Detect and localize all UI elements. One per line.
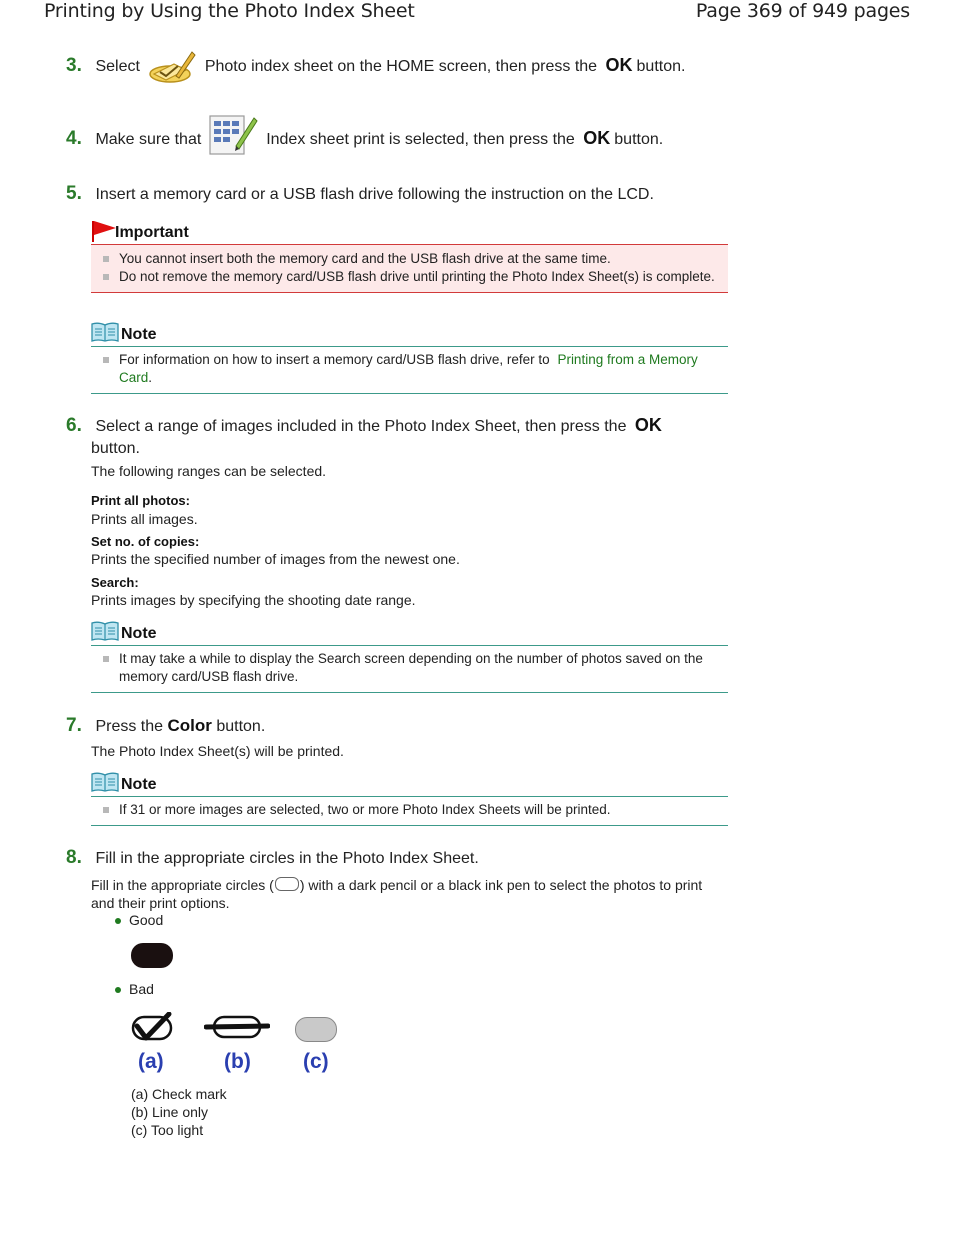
step-8-body [91,876,731,912]
important-title: Important [115,224,189,241]
bad-bullet [115,981,154,997]
important-body [91,244,728,293]
label-c: (c) [303,1050,329,1073]
step-text: button. [614,131,664,148]
note-text: . [148,370,153,385]
step-text: Make sure that [95,131,202,148]
list-item [101,351,718,387]
step-text: Fill in the appropriate circles in the Photo Index Sheet. [95,850,479,867]
bad-label: Bad [129,981,154,997]
list-item: It may take a while to display the Search screen depending on the number of photos saved on the memory card/USB flash drive. [101,650,718,686]
step-number: 4. [66,128,82,149]
note-heading [91,619,728,645]
ok-button-label: OK [605,55,633,76]
bullet-dot-icon [115,918,121,924]
ok-button-label: OK [634,415,662,435]
term-set-copies: Set no. of copies: [91,534,200,549]
ok-button-label: OK [583,128,611,148]
step-number: 3. [66,55,82,77]
term-search: Search: [91,575,139,590]
step-5 [66,183,654,205]
good-bullet [115,912,163,928]
list-item: Do not remove the memory card/USB flash drive until printing the Photo Index Sheet(s) is complete. [101,268,718,286]
bullet-dot-icon [115,987,121,993]
term-print-all: Print all photos: [91,493,190,508]
body-text: ) with a dark pencil or a black ink pen to select the photos to print [299,877,703,893]
page-indicator: Page 369 of 949 pages [695,0,910,22]
check-mark-circle-icon [131,1012,173,1042]
body-text: Fill in the appropriate circles ( [91,877,274,893]
term-desc: Prints all images. [91,511,198,527]
important-box [91,218,728,293]
note-box [91,320,728,394]
term-desc: Prints the specified number of images from the newest one. [91,551,460,567]
step-text: button. [91,440,140,457]
step-8 [66,847,479,869]
important-heading [91,218,728,244]
photo-index-sheet-icon [148,46,196,88]
step-3 [66,46,685,88]
note-text: For information on how to insert a memory card/USB flash drive, refer to [119,352,550,367]
printing-from-memory-card-link[interactable]: Printing from a Memory Card [119,352,698,385]
legend-c: (c) Too light [131,1122,204,1138]
note-heading [91,320,728,346]
step-text: Index sheet print is selected, then press the [266,131,575,148]
step-text: Select a range of images included in the Photo Index Sheet, then press the [95,418,627,435]
book-icon [91,322,119,342]
too-light-circle-icon [295,1017,337,1042]
note-body [91,645,728,693]
step-number: 5. [66,183,82,204]
color-button-label: Color [167,716,212,735]
step-text: button. [216,718,266,735]
term-desc: Prints images by specifying the shooting date range. [91,592,416,608]
label-a: (a) [138,1050,164,1073]
note-body [91,346,728,394]
step-7 [66,715,265,737]
step-number: 7. [66,715,82,736]
step-text: Select [95,58,140,76]
good-filled-circle-icon [131,943,173,968]
step-number: 6. [66,415,82,436]
note-box [91,619,728,693]
note-title: Note [121,326,157,343]
note-title: Note [121,776,157,793]
book-icon [91,772,119,792]
book-icon [91,621,119,641]
step-4 [66,112,663,158]
list-item: You cannot insert both the memory card and the USB flash drive at the same time. [101,250,718,268]
index-sheet-print-icon [208,112,258,158]
good-label: Good [129,912,164,928]
note-box [91,770,728,826]
body-text: and their print options. [91,895,230,911]
header-title: Printing by Using the Photo Index Sheet [44,0,415,22]
note-body [91,796,728,826]
note-title: Note [121,625,157,642]
empty-circle-icon [275,877,299,891]
step-text: button. [636,58,686,76]
step-number: 8. [66,847,82,868]
list-item: If 31 or more images are selected, two or more Photo Index Sheets will be printed. [101,801,718,819]
red-flag-icon [91,220,117,242]
step-text: Insert a memory card or a USB flash drive following the instruction on the LCD. [95,186,654,203]
step-6 [66,414,706,460]
legend-a: (a) Check mark [131,1086,227,1102]
step-text: Press the [95,718,164,735]
step-7-body: The Photo Index Sheet(s) will be printed. [91,743,344,759]
line-only-circle-icon [204,1014,270,1040]
legend-b: (b) Line only [131,1104,209,1120]
note-heading [91,770,728,796]
label-b: (b) [224,1050,251,1073]
step-text: Photo index sheet on the HOME screen, then press the [204,58,598,76]
step-6-intro: The following ranges can be selected. [91,463,327,479]
